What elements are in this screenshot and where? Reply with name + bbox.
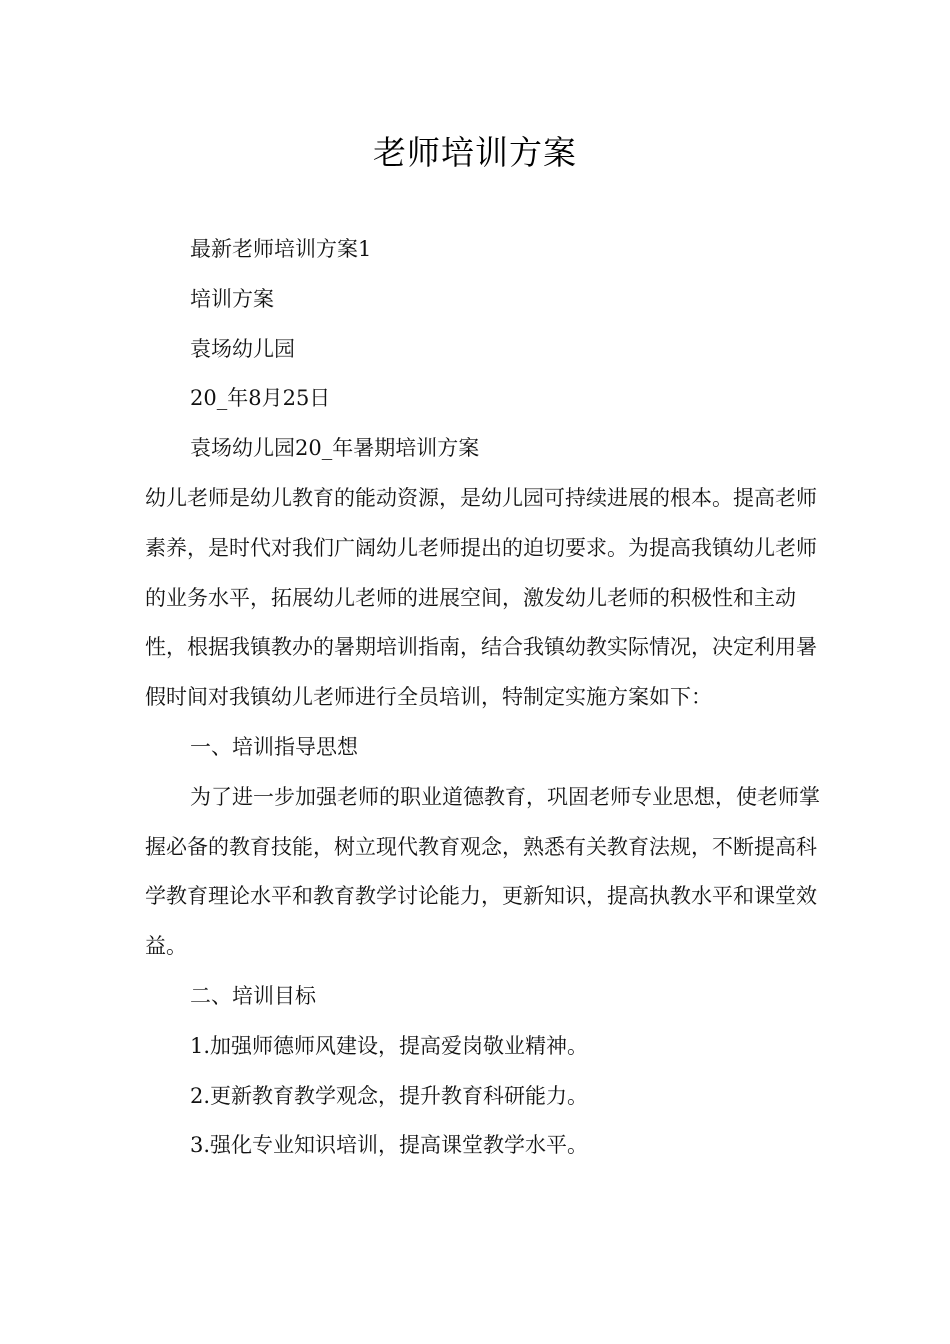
paragraph-introduction: 幼儿老师是幼儿教育的能动资源，是幼儿园可持续进展的根本。提高老师素养，是时代对我们广阔幼儿老师提出的迫切要求。为提高我镇幼儿老师的业务水平，拓展幼儿老师的进展空间，激发幼儿老师的积极性和主动性，根据我镇教办的暑期培训指南，结合我镇幼教实际情况，决定利用暑假时间对我镇幼儿老师进行全员培训，特制定实施方案如下：	[145, 485, 817, 710]
paragraph-date: 20_年8月25日	[190, 386, 331, 411]
list-item-goal-2: 2.更新教育教学观念，提升教育科研能力。	[190, 1083, 589, 1108]
paragraph-plan-label: 培训方案	[190, 286, 274, 311]
document-title: 老师培训方案	[373, 133, 577, 172]
paragraph-plan-heading: 袁场幼儿园20_年暑期培训方案	[190, 436, 480, 461]
paragraph-subtitle: 最新老师培训方案1	[190, 237, 372, 261]
section-heading-guiding-ideology: 一、培训指导思想	[190, 734, 358, 759]
list-item-goal-1: 1.加强师德师风建设，提高爱岗敬业精神。	[190, 1033, 589, 1058]
section-heading-training-goals: 二、培训目标	[190, 983, 316, 1008]
document-body	[145, 225, 835, 1171]
paragraph-guiding-ideology: 为了进一步加强老师的职业道德教育，巩固老师专业思想，使老师掌握必备的教育技能，树立现代教育观念，熟悉有关教育法规，不断提高科学教育理论水平和教育教学讨论能力，更新知识，提高执教水平和课堂效益。	[145, 784, 820, 959]
paragraph-kindergarten-name: 袁场幼儿园	[190, 336, 295, 361]
list-item-goal-3: 3.强化专业知识培训，提高课堂教学水平。	[190, 1133, 589, 1158]
